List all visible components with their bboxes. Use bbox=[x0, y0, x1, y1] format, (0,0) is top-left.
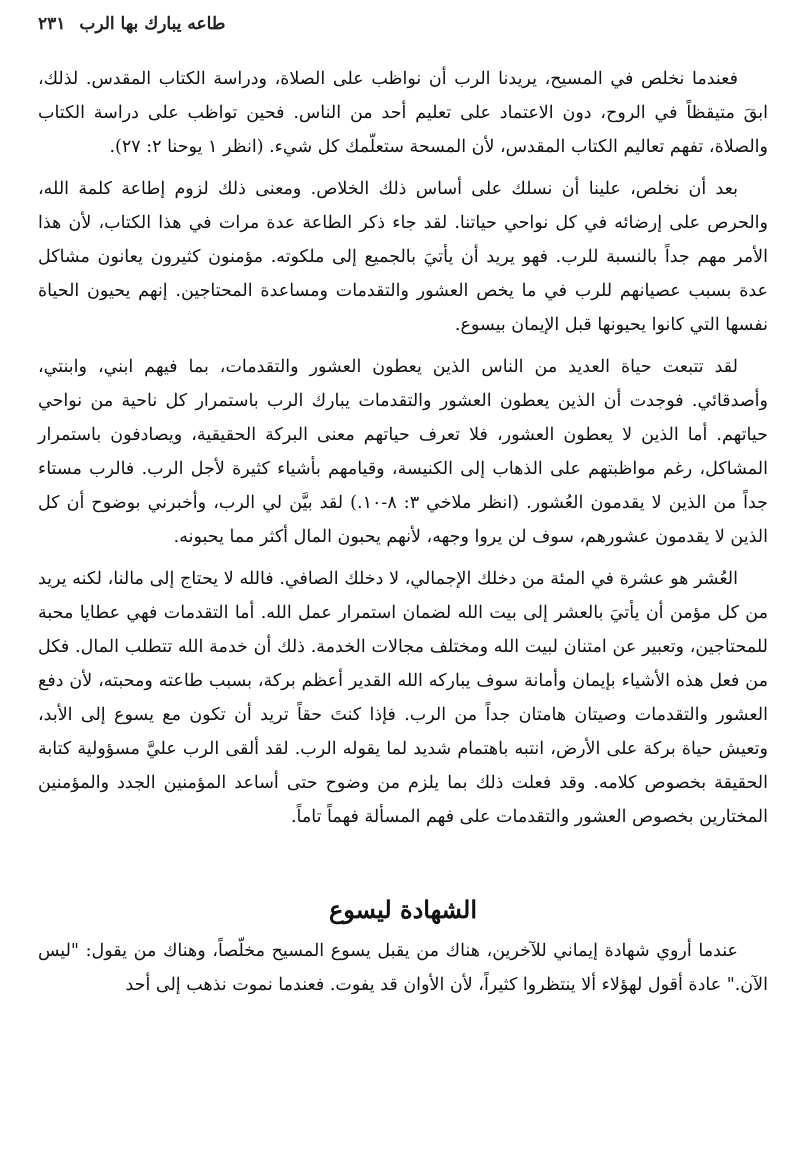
paragraph: فعندما نخلص في المسيح، يريدنا الرب أن نواظب على الصلاة، ودراسة الكتاب المقدس. لذلك، ابقَ متيقظاً في الروح، دون الاعتماد على تعليم أحد من الناس. فحين تواظب على دراسة الكتاب والصلاة، تفهم تعاليم الكتاب المقدس، لأن المسحة ستعلّمك كل شيء. (انظر ١ يوحنا ٢: ٢٧). bbox=[38, 69, 768, 157]
page-body bbox=[38, 62, 768, 1010]
section-heading: الشهادة ليسوع bbox=[328, 895, 478, 924]
header-title: طاعه يبارك بها الرب bbox=[79, 14, 226, 34]
section-paragraph: عندما أروي شهادة إيماني للآخرين، هناك من يقبل يسوع المسيح مخلّصاً، وهناك من يقول: "ليس الآن." عادة أقول لهؤلاء ألا ينتظروا كثيراً، لأن الأوان قد يفوت. فعندما نموت نذهب إلى أحد bbox=[38, 941, 768, 995]
paragraph: لقد تتبعت حياة العديد من الناس الذين يعطون العشور والتقدمات، بما فيهم ابني، وابنتي، وأصدقائي. فوجدت أن الذين يعطون العشور والتقدمات يبارك الرب باستمرار كل ناحية من نواحي حياتهم. أما الذين لا يعطون العشور، فلا تعرف حياتهم معنى البركة الحقيقية، ويصادفون باستمرار المشاكل، رغم مواظبتهم على الذهاب إلى الكنيسة، وقيامهم بأشياء كثيرة لأجل الرب. فالرب مستاء جداً من الذين لا يقدمون العُشور. (انظر ملاخي ٣: ٨-١٠.) لقد بيَّن لي الرب، وأخبرني بوضوح أن كل الذين لا يقدمون عشورهم، سوف لن يروا وجهه، لأنهم يحبون المال أكثر مما يحبونه. bbox=[38, 357, 768, 547]
running-header bbox=[38, 14, 225, 34]
page-number: ٢٣١ bbox=[38, 14, 66, 34]
paragraph: العُشر هو عشرة في المئة من دخلك الإجمالي، لا دخلك الصافي. فالله لا يحتاج إلى مالنا، لكنه يريد من كل مؤمن أن يأتيَ بالعشر إلى بيت الله لضمان استمرار عمل الله. أما التقدمات فهي عطايا محبة للمحتاجين، وتعبير عن امتنان لبيت الله ومختلف مجالات الخدمة. ذلك أن خدمة الله تتطلب المال. فكل من فعل هذه الأشياء بإيمان وأمانة سوف يباركه الله القدير أعظم بركة، بسبب طاعته ومحبته، لأن دفع العشور والتقدمات وصيتان هامتان جداً من الرب. فإذا كنتَ حقاً تريد أن تكون مع يسوع إلى الأبد، وتعيش حياة بركة على الأرض، انتبه باهتمام شديد لما يقوله الرب. لقد ألقى الرب عليَّ مسؤولية كتابة الحقيقة بخصوص كلامه. وقد فعلت ذلك بما يلزم من وضوح حتى أساعد المؤمنين الجدد والمؤمنين المختارين بخصوص العشور والتقدمات على فهم المسألة فهماً تاماً. bbox=[38, 569, 768, 827]
paragraph: بعد أن نخلص، علينا أن نسلك على أساس ذلك الخلاص. ومعنى ذلك لزوم إطاعة كلمة الله، والحرص على إرضائه في كل نواحي حياتنا. لقد جاء ذكر الطاعة عدة مرات في هذا الكتاب، لأن هذا الأمر مهم جداً بالنسبة للرب. فهو يريد أن يأتيَ بالجميع إلى ملكوته. مؤمنون كثيرون يعانون مشاكل عدة بسبب عصيانهم للرب في ما يخص العشور والتقدمات ومساعدة المحتاجين. إنهم يحيون الحياة نفسها التي كانوا يحيونها قبل الإيمان بيسوع. bbox=[38, 179, 768, 335]
